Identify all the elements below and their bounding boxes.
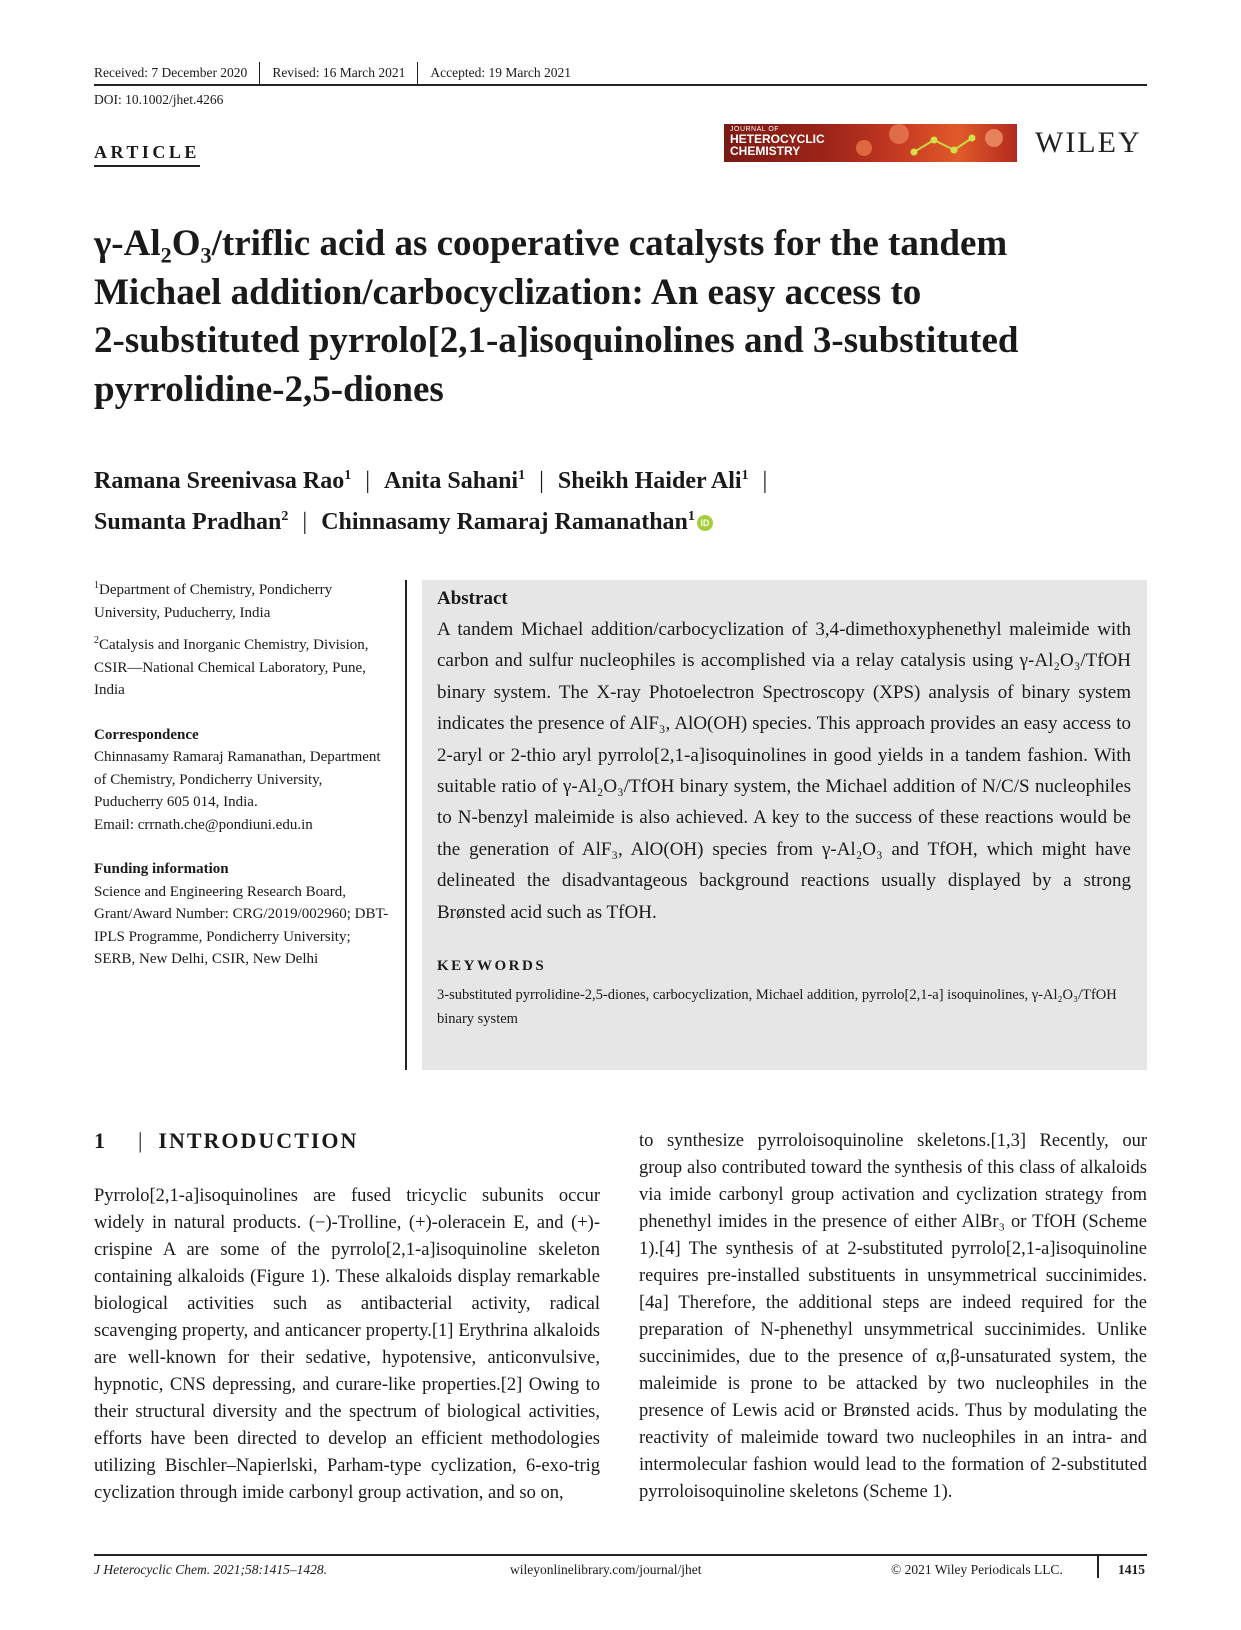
section-heading <box>94 1128 358 1154</box>
header-rule <box>94 84 1147 86</box>
copyright-notice: © 2021 Wiley Periodicals LLC. <box>891 1562 1063 1577</box>
page-number: 1415 <box>1118 1562 1145 1577</box>
journal-citation: J Heterocyclic Chem. 2021;58:1415–1428. <box>94 1562 328 1577</box>
author-name[interactable]: Sheikh Haider Ali <box>557 468 742 494</box>
journal-logo <box>724 124 1017 162</box>
author-separator: | <box>539 468 544 494</box>
correspondence-text: Chinnasamy Ramaraj Ramanathan, Department of Chemistry, Pondicherry University, Puducherry 605 014, India. <box>94 749 381 810</box>
article-type-label: ARTICLE <box>94 142 200 167</box>
journal-logo-name: HETEROCYCLIC CHEMISTRY <box>730 132 825 158</box>
author-affiliation-mark: 1 <box>344 468 352 483</box>
author-affiliation-mark: 2 <box>281 509 289 524</box>
keywords-text: 3-substituted pyrrolidine-2,5-diones, carbocyclization, Michael addition, pyrrolo[2,1-a] isoquinolines, γ-Al₂O₃/TfOH binary system <box>437 987 1117 1028</box>
funding-text: Science and Engineering Research Board, Grant/Award Number: CRG/2019/002960; DBT-IPLS Programme, Pondicherry University; SERB, New Delhi, CSIR, New Delhi <box>94 883 389 967</box>
funding-heading: Funding information <box>94 861 229 877</box>
publisher-logo: WILEY <box>1035 126 1142 159</box>
author-name[interactable]: Ramana Sreenivasa Rao <box>94 468 345 494</box>
section-separator: | <box>138 1128 145 1153</box>
affiliation-text: Catalysis and Inorganic Chemistry, Division, CSIR—National Chemical Laboratory, Pune, India <box>94 637 369 698</box>
affiliation-number: 1 <box>94 580 99 591</box>
article-dates <box>94 62 583 84</box>
journal-url[interactable]: wileyonlinelibrary.com/journal/jhet <box>510 1562 702 1577</box>
footer-rule <box>94 1554 1147 1556</box>
correspondence-email[interactable]: Email: crrnath.che@pondiuni.edu.in <box>94 816 313 833</box>
keywords-heading: KEYWORDS <box>437 958 547 975</box>
author-separator: | <box>365 468 371 494</box>
author-separator: | <box>762 468 768 494</box>
side-info-column <box>94 575 394 977</box>
author-name[interactable]: Sumanta Pradhan <box>94 509 282 535</box>
abstract-heading: Abstract <box>437 588 508 609</box>
title-line: pyrrolidine-2,5-diones <box>94 368 444 410</box>
title-line: γ-Al₂O₃/triflic acid as cooperative catalysts for the tandem <box>94 223 1008 264</box>
section-number: 1 <box>94 1128 107 1153</box>
author-name[interactable]: Anita Sahani <box>384 468 519 494</box>
abstract-divider <box>405 580 407 1070</box>
author-name[interactable]: Chinnasamy Ramaraj Ramanathan <box>321 509 688 535</box>
title-line: Michael addition/carbocyclization: An easy access to <box>94 271 922 313</box>
author-affiliation-mark: 1 <box>741 468 749 483</box>
journal-logo-small-text: JOURNAL OF <box>730 126 780 133</box>
abstract-text: A tandem Michael addition/carbocyclization of 3,4-dimethoxyphenethyl maleimide with carbon and sulfur nucleophiles is accomplished via a relay catalysis using γ-Al₂O₃/TfOH binary system. The X-ray Photoelectron Spectroscopy (XPS) analysis of binary system indicates the presence of AlF₃, AlO(OH) species. This approach provides an easy access to 2-aryl or 2-thio aryl pyrrolo[2,1-a]isoquinolines in good yields in a tandem fashion. With suitable ratio of γ-Al₂O₃/TfOH binary system, the Michael addition of N/C/S nucleophiles to N-benzyl maleimide is also achieved. A key to the success of these reactions would be the generation of AlF₃, AlO(OH) species from γ-Al₂O₃ and TfOH, which might have delineated the disadvantageous background reactions usually displayed by a strong Brønsted acid such as TfOH. <box>437 619 1131 923</box>
affiliation-text: Department of Chemistry, Pondicherry University, Puducherry, India <box>94 582 333 621</box>
affiliation-2 <box>94 630 394 702</box>
section-title: INTRODUCTION <box>158 1128 359 1153</box>
body-column-left <box>94 1183 600 1507</box>
title-line: 2-substituted pyrrolo[2,1-a]isoquinolines and 3-substituted <box>94 320 1019 361</box>
revised-date: Revised: 16 March 2021 <box>272 65 406 80</box>
received-date: Received: 7 December 2020 <box>94 65 248 80</box>
affiliation-1 <box>94 575 394 624</box>
doi[interactable]: DOI: 10.1002/jhet.4266 <box>94 92 224 107</box>
correspondence-heading: Correspondence <box>94 726 199 743</box>
article-title <box>94 220 1154 414</box>
body-column-right <box>639 1128 1147 1506</box>
accepted-date: Accepted: 19 March 2021 <box>430 65 571 80</box>
author-affiliation-mark: 1 <box>687 509 695 524</box>
author-separator: | <box>302 509 308 535</box>
molecule-graphic-icon <box>844 124 1017 162</box>
body-paragraph: Pyrrolo[2,1-a]isoquinolines are fused tricyclic subunits occur widely in natural products. (−)-Trolline, (+)-oleracein E, and (+)-crispine A are some of the pyrrolo[2,1-a]isoquinoline skeleton containing alkaloids (Figure 1). These alkaloids display remarkable biological activities such as antibacterial activity, radical scavenging property, and anticancer property.[1] Erythrina alkaloids are well-known for their sedative, hypotensive, anticonvulsive, hypnotic, CNS depressing, and curare-like properties.[2] Owing to their structural diversity and the spectrum of biological activities, efforts have been directed to develop an efficient methodologies utilizing Bischler–Napierlski, Parham-type cyclization, 6-exo-trig cyclization through imide carbonyl group activation, and so on, <box>94 1186 600 1503</box>
orcid-icon[interactable]: iD <box>697 515 713 531</box>
author-affiliation-mark: 1 <box>518 468 526 483</box>
affiliation-number: 2 <box>94 635 99 646</box>
body-paragraph: to synthesize pyrroloisoquinoline skeletons.[1,3] Recently, our group also contributed toward the synthesis of this class of alkaloids via imide carbonyl group activation and cyclization strategy from phenethyl imides in the presence of either AlBr₃ or TfOH (Scheme 1).[4] The synthesis of at 2-substituted pyrrolo[2,1-a]isoquinoline requires pre-installed substituents in unsymmetrical succinimides.[4a] Therefore, the additional steps are indeed required for the preparation of N-phenethyl unsymmetrical succinimides. Unlike succinimides, due to the presence of α,β-unsaturated system, the maleimide is prone to be attacked by two nucleophiles in the presence of Lewis acid or Brønsted acids. Thus by modulating the reactivity of maleimide toward two nucleophiles in an intra- and intermolecular fashion would lead to the formation of 2-substituted pyrroloisoquinoline skeletons (Scheme 1). <box>639 1131 1147 1502</box>
abstract-box <box>422 580 1147 1070</box>
author-list <box>94 458 1154 540</box>
footer-divider <box>1097 1556 1099 1578</box>
